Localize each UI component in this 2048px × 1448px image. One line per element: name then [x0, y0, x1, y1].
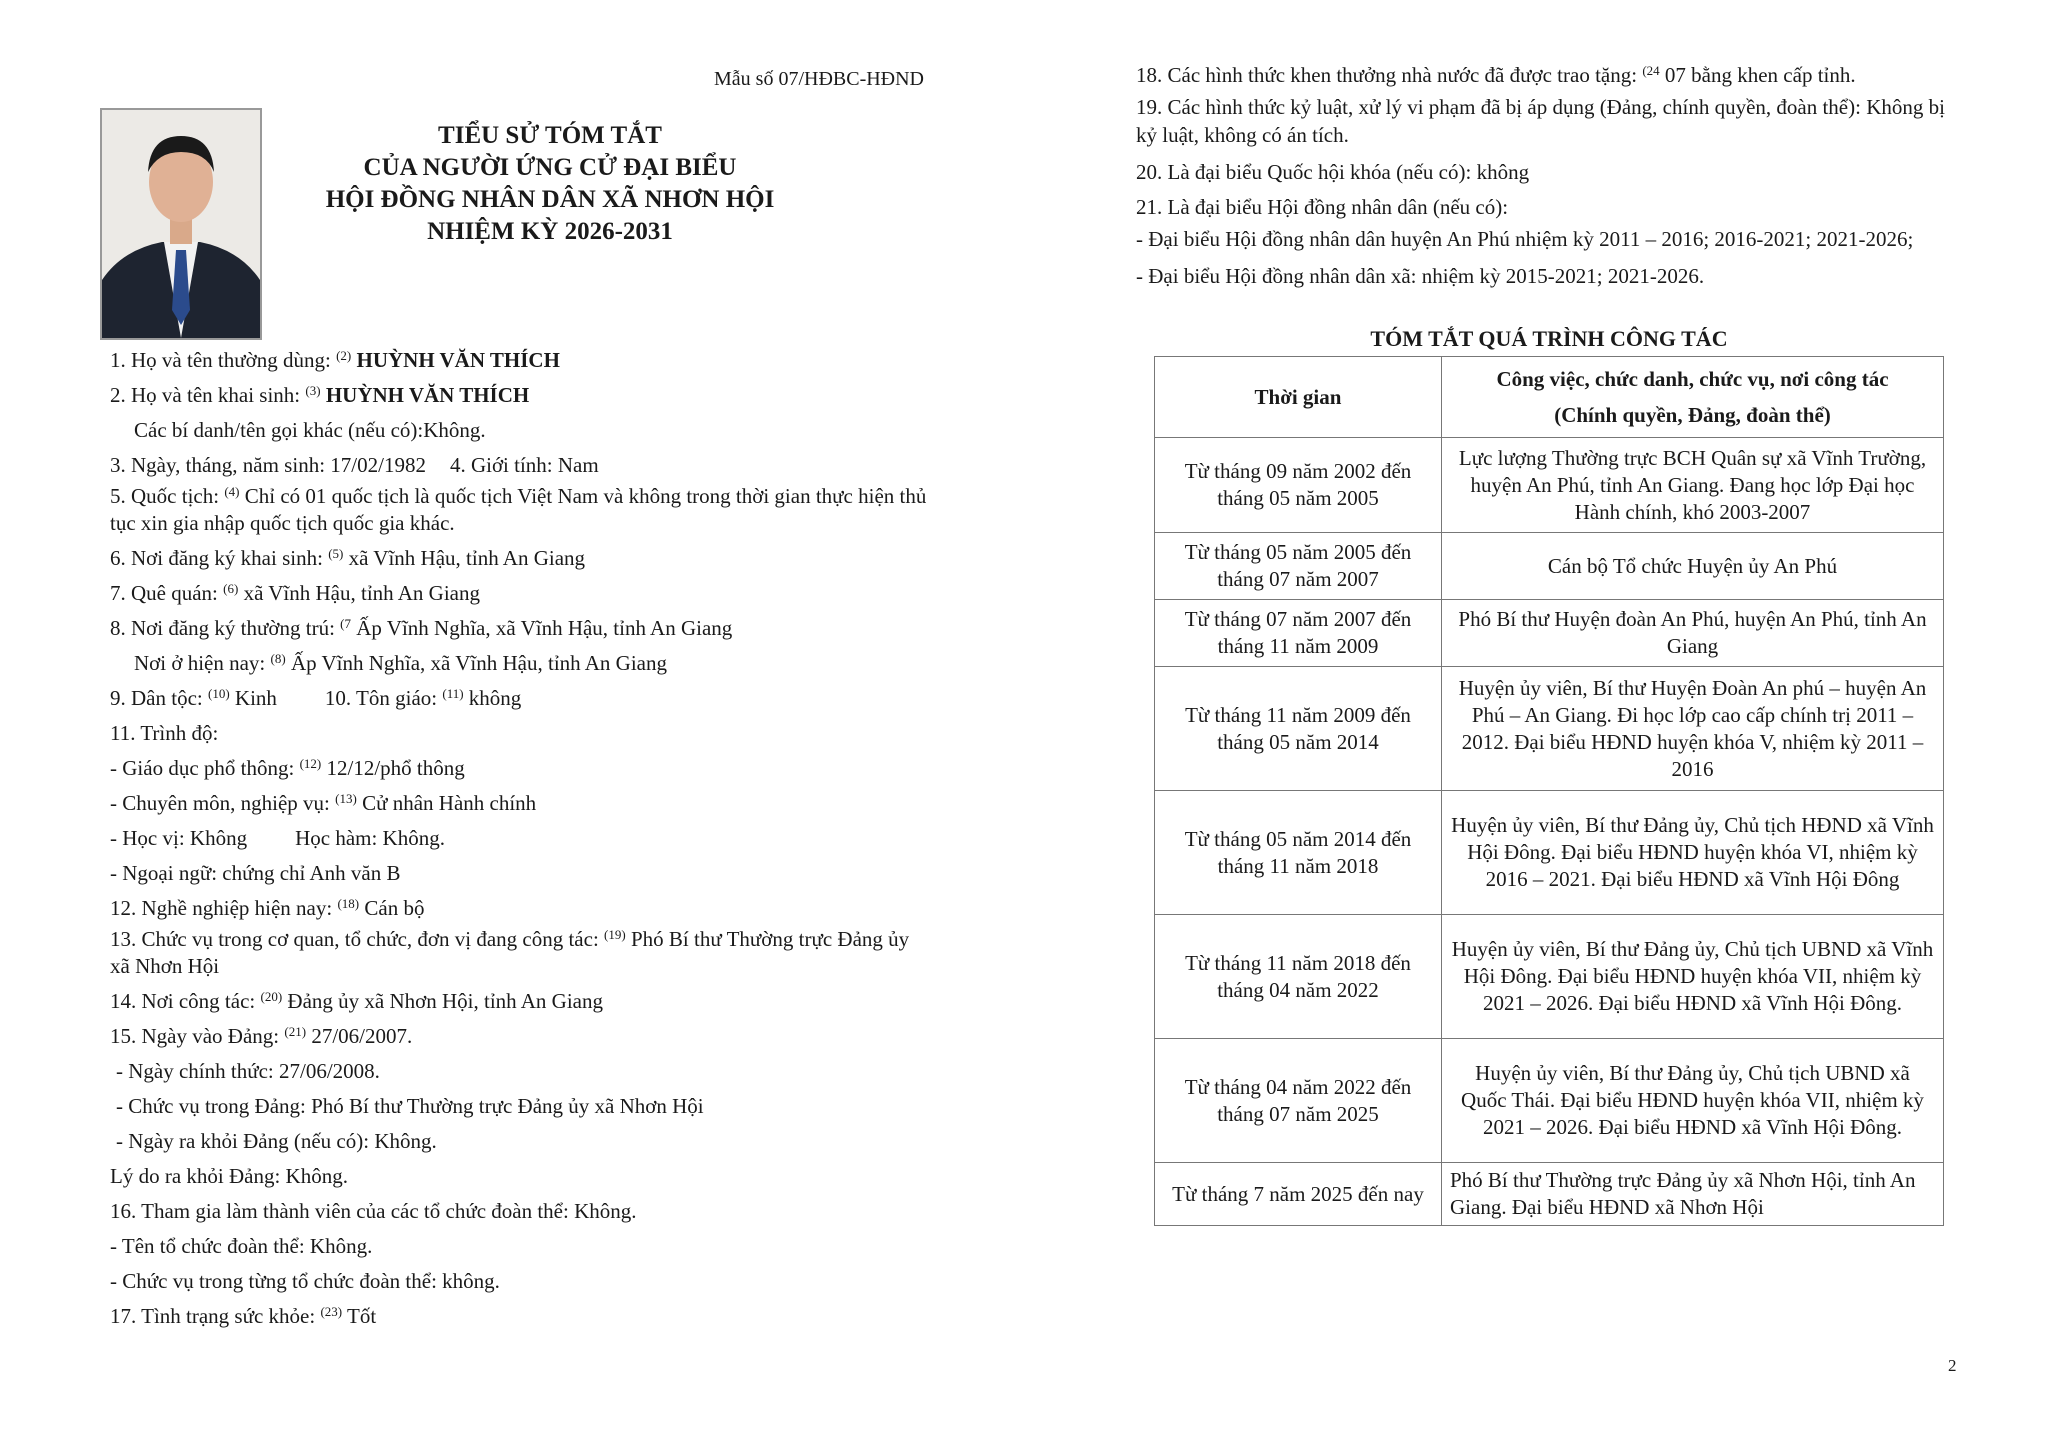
page-number: 2: [1948, 1356, 1957, 1375]
field-qualification: 11. Trình độ:: [110, 721, 219, 745]
field-party-leave-reason: Lý do ra khỏi Đảng: Không.: [110, 1164, 348, 1188]
field-organization-position: - Chức vụ trong từng tổ chức đoàn thể: không.: [110, 1269, 500, 1293]
work-history-table: [1154, 356, 1944, 1226]
row-job: Huyện ủy viên, Bí thư Huyện Đoàn An phú – huyện An Phú – An Giang. Đi học lớp cao cấp chính trị 2011 – 2012. Đại biểu HĐND huyện khóa V, nhiệm kỳ 2011 – 2016: [1442, 667, 1944, 791]
field-commune-council: - Đại biểu Hội đồng nhân dân xã: nhiệm kỳ 2015-2021; 2021-2026.: [1136, 264, 1705, 288]
field-permanent-residence: 8. Nơi đăng ký thường trú: $^{(7}$ Ấp Vĩnh Nghĩa, xã Vĩnh Hậu, tỉnh An Giang: [110, 616, 733, 640]
row-job: Huyện ủy viên, Bí thư Đảng ủy, Chủ tịch UBND xã Vĩnh Hội Đông. Đại biểu HĐND huyện khóa VII, nhiệm kỳ 2021 – 2026. Đại biểu HĐND xã Vĩnh Hội Đông.: [1442, 915, 1944, 1039]
row-time: Từ tháng 07 năm 2007 đến tháng 11 năm 2009: [1155, 600, 1442, 667]
field-party-join-date: 15. Ngày vào Đảng: $^{(21)}$ 27/06/2007.: [110, 1024, 413, 1048]
field-alias: Các bí danh/tên gọi khác (nếu có):Không.: [134, 418, 486, 442]
table-row: [1155, 791, 1944, 915]
table-row: [1155, 600, 1944, 667]
title-line-1: TIỂU SỬ TÓM TẮT: [438, 122, 662, 149]
form-number: Mẫu số 07/HĐBC-HĐND: [714, 68, 924, 90]
row-job: Huyện ủy viên, Bí thư Đảng ủy, Chủ tịch UBND xã Quốc Thái. Đại biểu HĐND huyện khóa VII, nhiệm kỳ 2021 – 2026. Đại biểu HĐND xã Vĩnh Hội Đông.: [1442, 1039, 1944, 1163]
field-foreign-language: - Ngoại ngữ: chứng chỉ Anh văn B: [110, 861, 401, 885]
ethnicity: 9. Dân tộc: $^{(10)}$ Kinh: [110, 686, 277, 710]
field-degree: [110, 821, 930, 856]
field-ethnicity-religion: [110, 681, 930, 716]
field-party-leave-date: - Ngày ra khỏi Đảng (nếu có): Không.: [116, 1129, 437, 1153]
birthdate: 3. Ngày, tháng, năm sinh: 17/02/1982: [110, 453, 426, 477]
row-time: Từ tháng 05 năm 2014 đến tháng 11 năm 2018: [1155, 791, 1442, 915]
field-workplace: 14. Nơi công tác: $^{(20)}$ Đảng ủy xã Nhơn Hội, tỉnh An Giang: [110, 989, 603, 1013]
common-name-value: HUỲNH VĂN THÍCH: [351, 348, 560, 372]
field-birth-registration: 6. Nơi đăng ký khai sinh: $^{(5)}$ xã Vĩnh Hậu, tỉnh An Giang: [110, 546, 586, 570]
table-row: [1155, 915, 1944, 1039]
field-general-education: - Giáo dục phổ thông: $^{(12)}$ 12/12/phổ thông: [110, 756, 465, 780]
row-time: Từ tháng 11 năm 2018 đến tháng 04 năm 2022: [1155, 915, 1442, 1039]
row-time: Từ tháng 7 năm 2025 đến nay: [1155, 1163, 1442, 1226]
table-header-row: [1155, 357, 1944, 438]
field-birthdate-gender: [110, 448, 930, 483]
field-organization-name: - Tên tổ chức đoàn thể: Không.: [110, 1234, 373, 1258]
table-row: [1155, 667, 1944, 791]
field-common-name: 1. Họ và tên thường dùng: $^{(2)}$ HUỲNH VĂN THÍCH: [110, 348, 560, 372]
row-job: Phó Bí thư Thường trực Đảng ủy xã Nhơn Hội, tỉnh An Giang. Đại biểu HĐND xã Nhơn Hội: [1442, 1163, 1944, 1226]
personal-info-section: [110, 343, 930, 1334]
title-line-2: CỦA NGƯỜI ỨNG CỬ ĐẠI BIỂU: [363, 154, 737, 181]
row-time: Từ tháng 09 năm 2002 đến tháng 05 năm 2005: [1155, 438, 1442, 533]
header-time: Thời gian: [1155, 357, 1442, 438]
row-time: Từ tháng 04 năm 2022 đến tháng 07 năm 2025: [1155, 1039, 1442, 1163]
table-row: [1155, 533, 1944, 600]
field-position: 13. Chức vụ trong cơ quan, tổ chức, đơn vị đang công tác: $^{(19)}$ Phó Bí thư Thường trực Đảng ủy xã Nhơn Hội: [110, 927, 910, 978]
religion: 10. Tôn giáo: $^{(11)}$ không: [324, 686, 522, 710]
document-title: [270, 120, 830, 248]
field-specialization: - Chuyên môn, nghiệp vụ: $^{(13)}$ Cử nhân Hành chính: [110, 791, 537, 815]
work-history-title: TÓM TẮT QUÁ TRÌNH CÔNG TÁC: [1370, 326, 1728, 351]
field-nationality: 5. Quốc tịch: $^{(4)}$ Chỉ có 01 quốc tịch là quốc tịch Việt Nam và không trong thời gian thực hiện thủ tục xin gia nhập quốc tịch quốc gia khác.: [110, 484, 927, 535]
gender: 4. Giới tính: Nam: [449, 453, 599, 477]
field-occupation: 12. Nghề nghiệp hiện nay: $^{(18)}$ Cán bộ: [110, 896, 425, 920]
field-current-residence: Nơi ở hiện nay: $^{(8)}$ Ấp Vĩnh Nghĩa, xã Vĩnh Hậu, tỉnh An Giang: [134, 651, 667, 675]
field-peoples-council: 21. Là đại biểu Hội đồng nhân dân (nếu có):: [1136, 195, 1509, 219]
field-discipline: 19. Các hình thức kỷ luật, xử lý vi phạm đã bị áp dụng (Đảng, chính quyền, đoàn thể): Không bị kỷ luật, không có án tích.: [1136, 95, 1945, 147]
title-line-4: NHIỆM KỲ 2026-2031: [427, 218, 673, 245]
row-job: Phó Bí thư Huyện đoàn An Phú, huyện An Phú, tỉnh An Giang: [1442, 600, 1944, 667]
header-job: Công việc, chức danh, chức vụ, nơi công tác (Chính quyền, Đảng, đoàn thể): [1442, 357, 1944, 438]
row-time: Từ tháng 05 năm 2005 đến tháng 07 năm 2007: [1155, 533, 1442, 600]
table-row: [1155, 1163, 1944, 1226]
field-district-council: - Đại biểu Hội đồng nhân dân huyện An Phú nhiệm kỳ 2011 – 2016; 2016-2021; 2021-2026;: [1136, 227, 1914, 251]
additional-info-section: [1136, 58, 1956, 294]
row-job: Cán bộ Tổ chức Huyện ủy An Phú: [1442, 533, 1944, 600]
field-birth-name: 2. Họ và tên khai sinh: $^{(3)}$ HUỲNH VĂN THÍCH: [110, 383, 530, 407]
field-hometown: 7. Quê quán: $^{(6)}$ xã Vĩnh Hậu, tỉnh An Giang: [110, 581, 481, 605]
table-row: [1155, 438, 1944, 533]
portrait-photo: [100, 108, 262, 340]
field-party-position: - Chức vụ trong Đảng: Phó Bí thư Thường trực Đảng ủy xã Nhơn Hội: [116, 1094, 704, 1118]
field-national-assembly: 20. Là đại biểu Quốc hội khóa (nếu có): không: [1136, 160, 1530, 184]
field-official-date: - Ngày chính thức: 27/06/2008.: [116, 1059, 380, 1083]
birth-name-value: HUỲNH VĂN THÍCH: [320, 383, 530, 407]
field-health: 17. Tình trạng sức khỏe: $^{(23)}$ Tốt: [110, 1304, 377, 1328]
title-line-3: HỘI ĐỒNG NHÂN DÂN XÃ NHƠN HỘI: [325, 186, 775, 213]
table-row: [1155, 1039, 1944, 1163]
row-job: Lực lượng Thường trực BCH Quân sự xã Vĩnh Trường, huyện An Phú, tỉnh An Giang. Đang học lớp Đại học Hành chính, khó 2003-2007: [1442, 438, 1944, 533]
row-job: Huyện ủy viên, Bí thư Đảng ủy, Chủ tịch HĐND xã Vĩnh Hội Đông. Đại biểu HĐND huyện khóa VI, nhiệm kỳ 2016 – 2021. Đại biểu HĐND xã Vĩnh Hội Đông: [1442, 791, 1944, 915]
row-time: Từ tháng 11 năm 2009 đến tháng 05 năm 2014: [1155, 667, 1442, 791]
degree: - Học vị: Không: [110, 826, 248, 850]
field-organizations: 16. Tham gia làm thành viên của các tổ chức đoàn thể: Không.: [110, 1199, 637, 1223]
academic-title: Học hàm: Không.: [295, 826, 445, 850]
field-awards: 18. Các hình thức khen thưởng nhà nước đã được trao tặng: $^{(24}$ 07 bằng khen cấp tỉnh.: [1136, 63, 1856, 87]
